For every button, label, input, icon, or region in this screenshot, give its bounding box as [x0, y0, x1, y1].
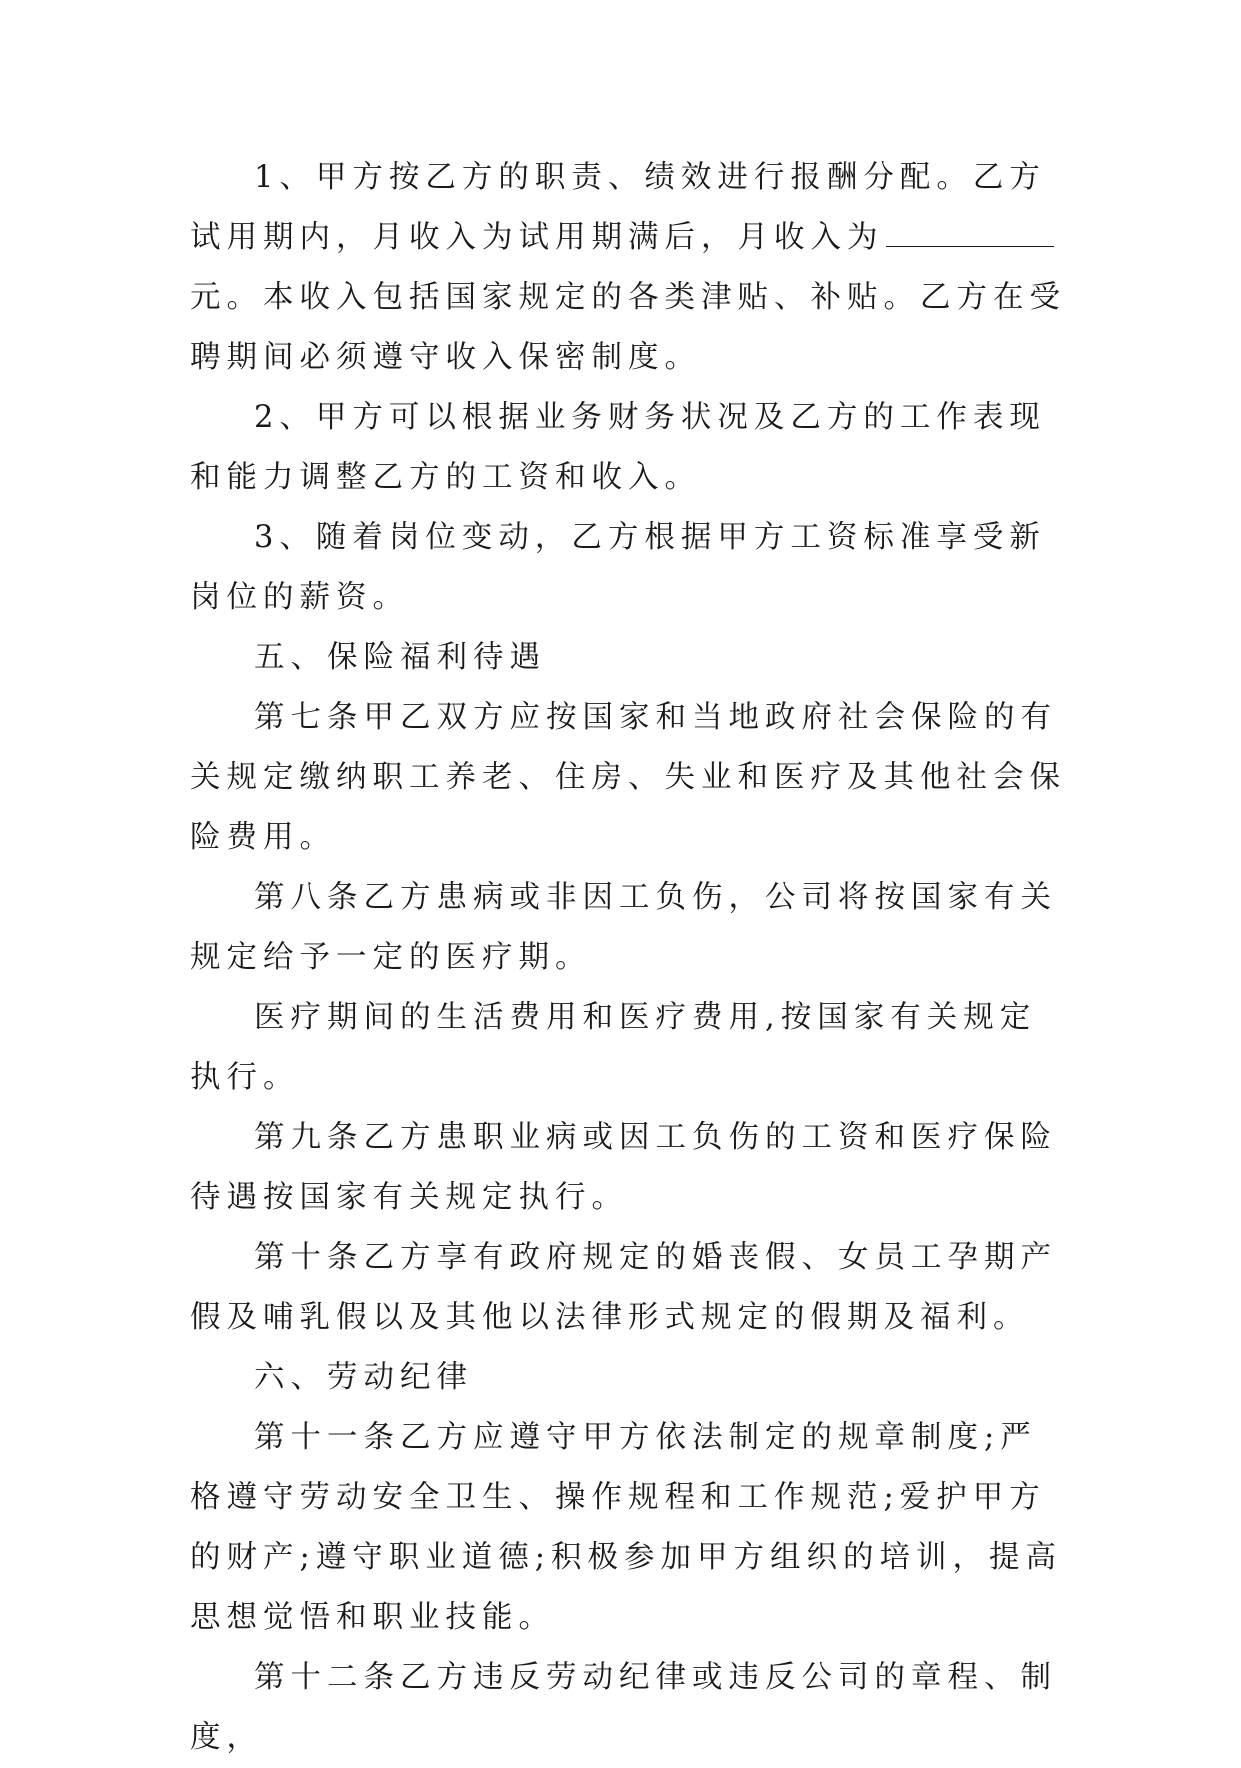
article-7-paragraph: 第七条甲乙双方应按国家和当地政府社会保险的有关规定缴纳职工养老、住房、失业和医疗及其他社会保险费用。 — [190, 700, 1066, 855]
article-10-paragraph: 第十条乙方享有政府规定的婚丧假、女员工孕期产假及哺乳假以及其他以法律形式规定的假期及福利。 — [190, 1240, 1057, 1335]
medical-period-paragraph: 医疗期间的生活费用和医疗费用,按国家有关规定执行。 — [190, 1000, 1037, 1095]
salary-blank-field — [886, 220, 1054, 247]
article-9-paragraph: 第九条乙方患职业病或因工负伤的工资和医疗保险待遇按国家有关规定执行。 — [190, 1120, 1057, 1215]
section-heading-discipline: 六、劳动纪律 — [254, 1360, 473, 1395]
article-11-paragraph: 第十一条乙方应遵守甲方依法制定的规章制度;严格遵守劳动安全卫生、操作规程和工作规范;爱护甲方的财产;遵守职业道德;积极参加甲方组织的培训，提高思想觉悟和职业技能。 — [190, 1420, 1063, 1635]
document-page — [190, 148, 1070, 1768]
article-8-paragraph: 第八条乙方患病或非因工负伤，公司将按国家有关规定给予一定的医疗期。 — [190, 880, 1057, 975]
clause-3-paragraph: 3、随着岗位变动，乙方根据甲方工资标准享受新岗位的薪资。 — [190, 520, 1046, 615]
article-12-paragraph: 第十二条乙方违反劳动纪律或违反公司的章程、制度， — [190, 1660, 1057, 1755]
clause-1-text: 1、甲方按乙方的职责、绩效进行报酬分配。乙方试用期内，月收入为试用期满后，月收入为 — [190, 160, 1046, 255]
clause-2-paragraph: 2、甲方可以根据业务财务状况及乙方的工作表现和能力调整乙方的工资和收入。 — [190, 400, 1046, 495]
clause-1-text-continued: 元。本收入包括国家规定的各类津贴、补贴。乙方在受聘期间必须遵守收入保密制度。 — [190, 280, 1066, 375]
section-heading-insurance: 五、保险福利待遇 — [254, 640, 546, 675]
clause-1-paragraph — [190, 148, 1070, 388]
